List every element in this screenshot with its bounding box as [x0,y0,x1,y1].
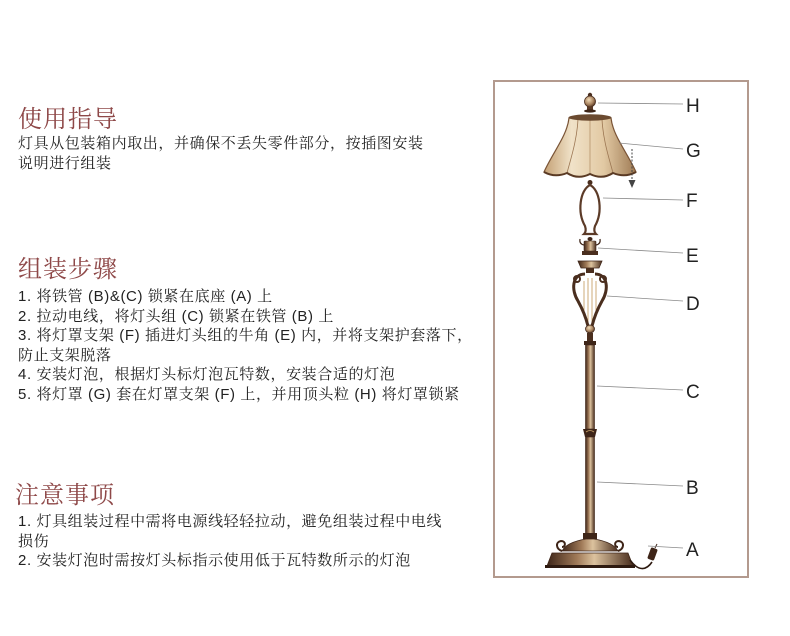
label-h: H [686,96,700,117]
usage-text [18,134,424,173]
label-b: B [686,478,699,499]
step-text-line: 4. 安装灯泡，根据灯头标灯泡瓦特数，安装合适的灯泡 [18,366,396,384]
leader-line-d [607,296,683,301]
label-g: G [686,141,701,162]
part-g-shade [544,114,636,176]
note-item-1 [18,512,442,551]
leader-line-b [597,482,683,486]
step-text-line: 3. 将灯罩支架 (F) 插进灯头组的牛角 (E) 内，并将支架护套落下， [18,327,473,345]
step-text-line: 防止支架脱落 [18,346,112,364]
leader-line-c [597,386,683,390]
part-h-finial [584,93,596,113]
note-text-line: 2. 安装灯泡时需按灯头标指示使用低于瓦特数所示的灯泡 [18,552,411,570]
step-text-line: 5. 将灯罩 (G) 套在灯罩支架 (F) 上，并用顶头粒 (H) 将灯罩锁紧 [18,385,460,403]
part-e-socket [580,237,600,255]
notes-heading: 注意事项 [15,482,115,509]
usage-text-line: 说明进行组装 [18,154,112,172]
power-cord-plug [630,544,658,569]
assembly-steps [18,287,473,405]
assembly-step-1 [18,287,473,307]
assembly-step-5 [18,385,473,405]
part-labels [686,96,701,561]
leader-line-e [598,248,683,253]
leader-line-g [619,143,683,149]
pipe-joint [583,429,597,437]
note-text-line: 1. 灯具组装过程中需将电源线轻轻拉动，避免组装过程中电线 [18,513,443,530]
label-e: E [686,246,699,267]
step-text-line: 2. 拉动电线，将灯头组 (C) 锁紧在铁管 (B) 上 [18,307,334,325]
label-a: A [686,540,699,561]
usage-text-line: 灯具从包装箱内取出，并确保不丢失零件部分，按插图安装 [18,135,424,152]
label-c: C [686,382,700,403]
part-c-upper-pipe [584,341,596,429]
assembly-heading: 组装步骤 [18,256,118,283]
leader-line-h [598,103,683,104]
label-d: D [686,294,700,315]
lamp-exploded-diagram [493,80,749,578]
part-d-lyre [574,261,607,341]
note-text-line: 损伤 [18,532,50,550]
part-f-harp [580,180,599,234]
step-text-line: 1. 将铁管 (B)&(C) 锁紧在底座 (A) 上 [18,288,273,305]
leader-line-a [648,546,683,548]
diagram-frame [493,80,749,578]
part-a-base [545,533,635,568]
assembly-step-2 [18,307,473,327]
notes-list [18,512,442,571]
leader-line-f [603,198,683,200]
usage-heading: 使用指导 [18,106,118,133]
label-f: F [686,191,698,212]
assembly-step-4 [18,365,473,385]
note-item-2 [18,551,442,571]
part-b-lower-pipe [586,437,595,534]
assembly-step-3 [18,326,473,365]
